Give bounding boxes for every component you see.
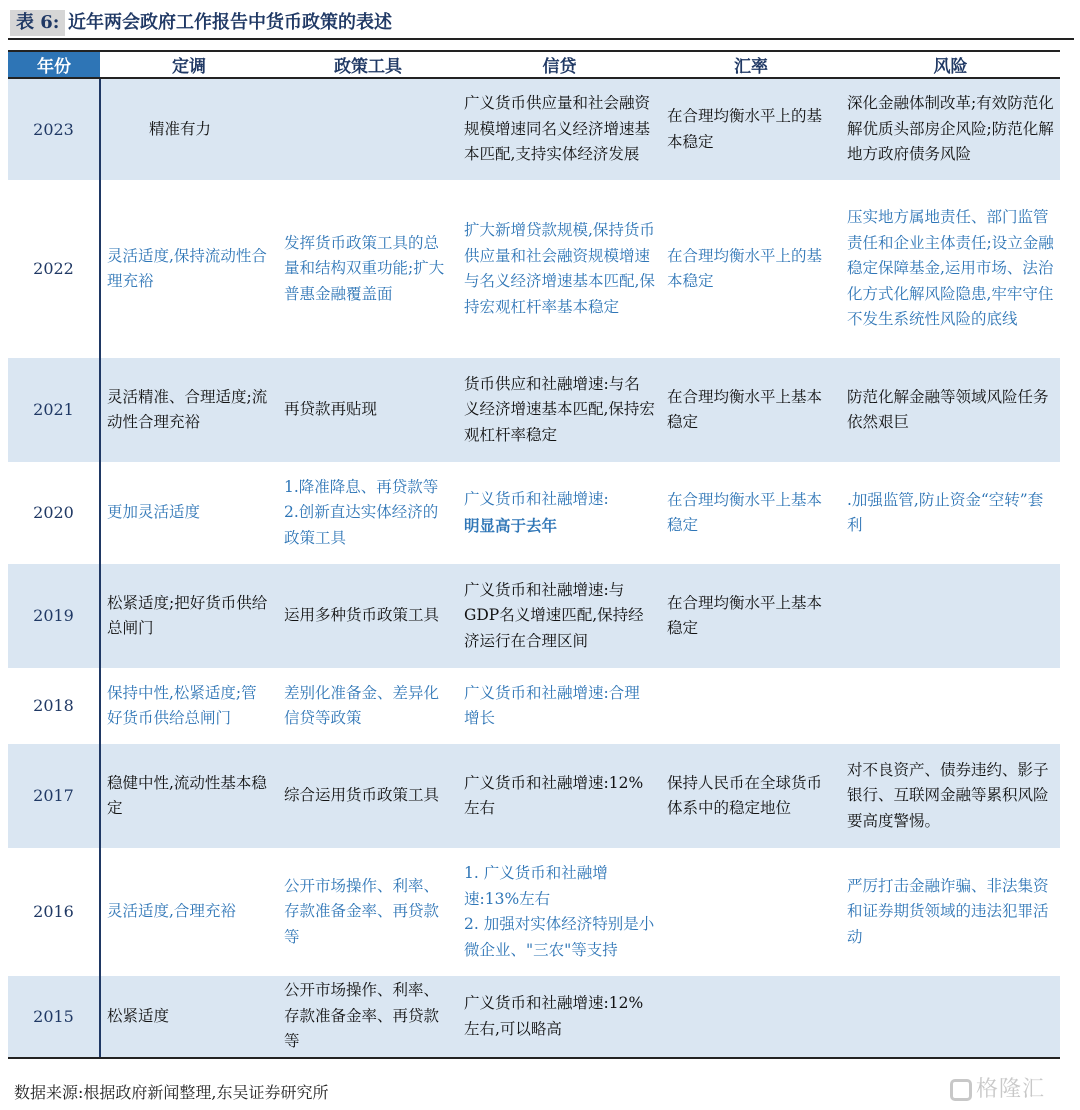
row-credit [458, 462, 661, 564]
row-fx: 在合理均衡水平上基本稳定 [661, 564, 841, 668]
watermark-text: 格隆汇 [976, 1077, 1046, 1102]
row-risk [841, 976, 1060, 1058]
title-bar [8, 8, 1074, 40]
row-tools: 运用多种货币政策工具 [278, 564, 458, 668]
row-credit: 广义货币和社融增速:合理增长 [464, 683, 640, 727]
row-risk: 对不良资产、债券违约、影子银行、互联网金融等累积风险要高度警惕。 [841, 744, 1060, 848]
table-row [8, 78, 1060, 180]
row-tone: 精准有力 [100, 78, 278, 180]
header-year: 年份 [8, 51, 100, 78]
row-credit: 广义货币和社融增速:12%左右,可以略高 [458, 976, 661, 1058]
table-row [8, 180, 1060, 358]
row-tools: 1.降准降息、再贷款等 2.创新直达实体经济的政策工具 [284, 477, 439, 547]
row-tools: 公开市场操作、利率、存款准备金率、再贷款等 [284, 876, 440, 946]
row-risk: 压实地方属地责任、部门监管责任和企业主体责任;设立金融稳定保障基金,运用市场、法治化方式化解风险隐患,牢牢守住不发生系统性风险的底线 [847, 208, 1054, 329]
row-risk: 深化金融体制改革;有效防范化解优质头部房企风险;防范化解地方政府债务风险 [841, 78, 1060, 180]
row-risk: 严厉打击金融诈骗、非法集资和证券期货领域的违法犯罪活动 [847, 876, 1049, 946]
row-fx: 在合理均衡水平上基本稳定 [661, 358, 841, 462]
source-note: 数据来源:根据政府新闻整理,东吴证券研究所 [14, 1083, 329, 1102]
row-credit: 广义货币和社融增速:12%左右 [458, 744, 661, 848]
row-tools: 综合运用货币政策工具 [278, 744, 458, 848]
row-tools: 差别化准备金、差异化信贷等政策 [284, 683, 440, 727]
policy-table [8, 50, 1060, 1059]
row-tone: 灵活适度,合理充裕 [107, 902, 236, 921]
row-risk: .加强监管,防止资金“空转”套利 [847, 490, 1044, 534]
row-credit: 1. 广义货币和社融增速:13%左右 2. 加强对实体经济特别是小微企业、"三农"等支持 [464, 864, 655, 959]
row-tone: 松紧适度;把好货币供给总闸门 [100, 564, 278, 668]
header-risk: 风险 [841, 51, 1060, 78]
row-risk [841, 668, 1060, 744]
row-tools [278, 78, 458, 180]
credit-text: 广义货币和社融增速: [464, 490, 609, 508]
header-tools: 政策工具 [278, 51, 458, 78]
row-fx [661, 848, 841, 976]
row-year: 2016 [8, 848, 100, 976]
row-credit: 广义货币供应量和社会融资规模增速同名义经济增速基本匹配,支持实体经济发展 [458, 78, 661, 180]
row-year: 2018 [8, 668, 100, 744]
row-tools: 再贷款再贴现 [278, 358, 458, 462]
row-tools: 公开市场操作、利率、存款准备金率、再贷款等 [278, 976, 458, 1058]
watermark-icon [950, 1079, 972, 1101]
row-year: 2020 [8, 462, 100, 564]
table-number: 表 6: [10, 10, 65, 36]
row-tools: 发挥货币政策工具的总量和结构双重功能;扩大普惠金融覆盖面 [284, 233, 445, 303]
table-row [8, 848, 1060, 976]
table-row [8, 462, 1060, 564]
row-fx: 在合理均衡水平上基本稳定 [667, 490, 823, 534]
row-risk: 防范化解金融等领域风险任务依然艰巨 [841, 358, 1060, 462]
row-fx [661, 668, 841, 744]
row-fx: 在合理均衡水平上的基本稳定 [667, 246, 823, 290]
table-row [8, 358, 1060, 462]
row-year: 2015 [8, 976, 100, 1058]
table-row [8, 976, 1060, 1058]
row-tone: 更加灵活适度 [107, 503, 201, 522]
watermark-logo [950, 1072, 1045, 1103]
table-row [8, 744, 1060, 848]
row-year: 2019 [8, 564, 100, 668]
header-fx: 汇率 [661, 51, 841, 78]
table-row [8, 564, 1060, 668]
row-fx: 保持人民币在全球货币体系中的稳定地位 [661, 744, 841, 848]
header-row [8, 51, 1060, 78]
row-year: 2023 [8, 78, 100, 180]
row-fx [661, 976, 841, 1058]
header-credit: 信贷 [458, 51, 661, 78]
row-year: 2017 [8, 744, 100, 848]
row-credit: 扩大新增贷款规模,保持货币供应量和社会融资规模增速与名义经济增速基本匹配,保持宏观杠杆率基本稳定 [464, 221, 655, 316]
row-year: 2022 [8, 180, 100, 358]
row-tone: 保持中性,松紧适度;管好货币供给总闸门 [107, 683, 257, 727]
credit-highlight: 明显高于去年 [464, 515, 558, 535]
row-tone: 松紧适度 [100, 976, 278, 1058]
row-credit: 货币供应和社融增速:与名义经济增速基本匹配,保持宏观杠杆率稳定 [458, 358, 661, 462]
row-year: 2021 [8, 358, 100, 462]
row-tone: 灵活精准、合理适度;流动性合理充裕 [100, 358, 278, 462]
row-tone: 稳健中性,流动性基本稳定 [100, 744, 278, 848]
table-row [8, 668, 1060, 744]
table-title: 近年两会政府工作报告中货币政策的表述 [68, 12, 392, 33]
header-tone: 定调 [100, 51, 278, 78]
row-risk [841, 564, 1060, 668]
row-tone: 灵活适度,保持流动性合理充裕 [107, 246, 267, 290]
row-fx: 在合理均衡水平上的基本稳定 [661, 78, 841, 180]
row-credit: 广义货币和社融增速:与GDP名义增速匹配,保持经济运行在合理区间 [458, 564, 661, 668]
